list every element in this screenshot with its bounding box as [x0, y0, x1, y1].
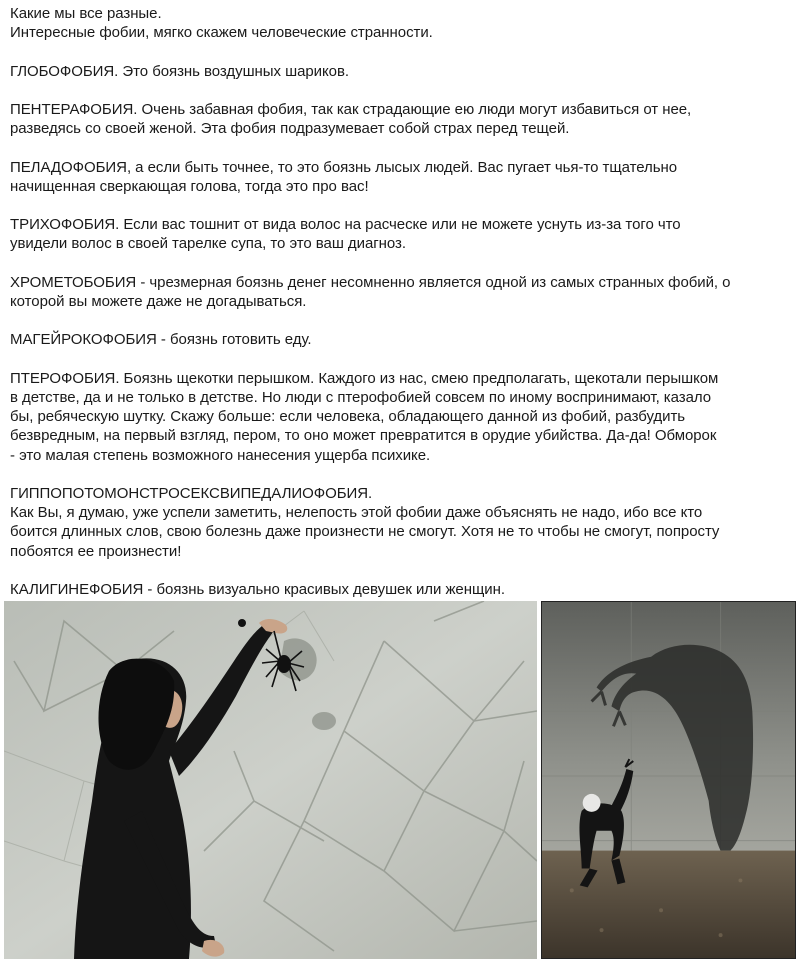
intro-title: Какие мы все разные.: [10, 5, 162, 22]
phobia-caligynephobia: КАЛИГИНЕФОБИЯ - боязнь визуально красивых девушек или женщин.: [10, 580, 505, 598]
phobia-long-words: ГИППОПОТОМОНСТРОСЕКСВИПЕДАЛИОФОБИЯ. Как Вы, я думаю, уже успели заметить, нелепость этой фобии даже объяснять не надо, ибо все кто боится длинных слов, свою болезнь даже произнести не смогут. Хотя не то чтобы не смогут, попросту побоятся ее произнести!: [10, 484, 720, 560]
phobia-globophobia: ГЛОБОФОБИЯ. Это боязнь воздушных шариков.: [10, 62, 349, 80]
phobia-mageirocophobia: МАГЕЙРОКОФОБИЯ - боязнь готовить еду.: [10, 331, 312, 349]
man-with-giant-shadow-photo: [541, 601, 796, 959]
woman-with-spider-web-shadow-photo: [4, 601, 537, 959]
article-text: [10, 4, 794, 618]
phobia-penteraphobia: ПЕНТЕРАФОБИЯ. Очень забавная фобия, так как страдающие ею люди могут избавиться от нее, разведясь со своей женой. Эта фобия подразумевает собой страх перед тещей.: [10, 100, 692, 138]
phobia-peladophobia: ПЕЛАДОФОБИЯ, а если быть точнее, то это боязнь лысых людей. Вас пугает чья-то тщательно начищенная сверкающая голова, тогда это про вас!: [10, 158, 678, 195]
intro-subtitle: Интересные фобии, мягко скажем человеческие странности.: [10, 24, 433, 42]
photo-row: [4, 601, 796, 959]
intro: [10, 4, 794, 42]
phobia-trichophobia: ТРИХОФОБИЯ. Если вас тошнит от вида волос на расческе или не можете уснуть из-за того что увидели волос в своей тарелке супа, то это ваш диагноз.: [10, 216, 681, 253]
phobia-pterophobia: ПТЕРОФОБИЯ. Боязнь щекотки перышком. Каждого из нас, смею предполагать, щекотали перышком в детстве, да и не только в детстве. Но люди с птерофобией совсем по иному воспринимают, казало бы, ребяческую шутку. Скажу больше: если человека, обладающего данной из фобий, разбудить безвредным, на первый взгляд, пером, то оно может превратится в орудие убийства. Да-да! Обморок - это малая степень возможного нанесения ущерба психике.: [10, 369, 719, 464]
phobia-chrometophobia: ХРОМЕТОБОБИЯ - чрезмерная боязнь денег несомненно является одной из самых странных фобий, о которой вы можете даже не догадываться.: [10, 273, 731, 310]
